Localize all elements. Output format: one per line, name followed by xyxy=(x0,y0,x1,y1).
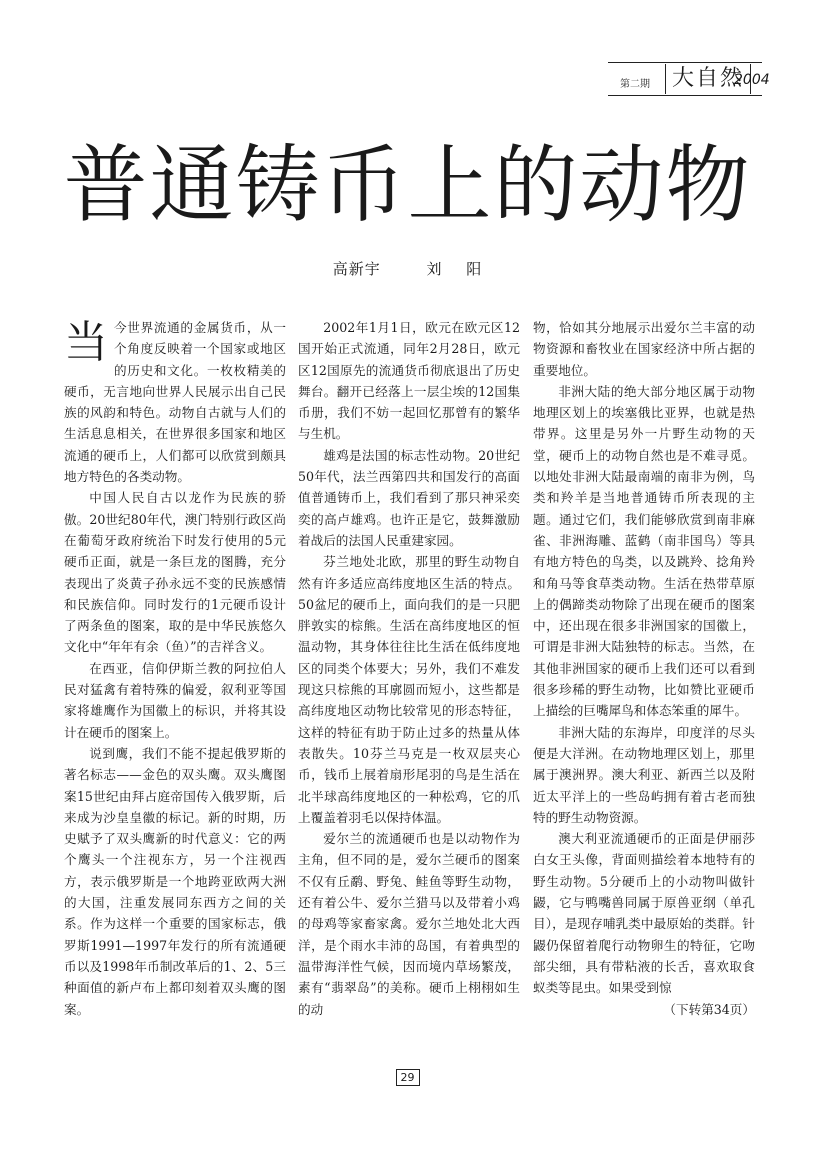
paragraph: 非洲大陆的东海岸，印度洋的尽头便是大洋洲。在动物地理区划上，那里属于澳洲界。澳大利亚、新西兰以及附近太平洋上的一些岛屿拥有着古老而独特的野生动物资源。 xyxy=(533,724,755,825)
paragraph xyxy=(64,317,286,487)
paragraph-text: 今世界流通的金属货币，从一个角度反映着一个国家或地区的历史和文化。一枚枚精美的硬币，无言地向世界人民展示出自己民族的风韵和特色。动物自古就与人们的生活息息相关，在世界很多国家和地区流通的硬币上，人们都可以欣赏到颇具地方特色的各类动物。 xyxy=(64,320,286,485)
paragraph: 说到鹰，我们不能不提起俄罗斯的著名标志——金色的双头鹰。双头鹰图案15世纪由拜占庭帝国传入俄罗斯，后来成为沙皇皇徽的标记。新的时期，历史赋予了双头鹰新的时代意义：它的两个鹰头一个注视东方，另一个注视西方，表示俄罗斯是一个地跨亚欧两大洲的大国，注重发展同东西方之间的关系。作为这样一个重要的国家标志，俄罗斯1991—1997年发行的所有流通硬币以及1998年币制改革后的1、2、5三种面值的新卢布上都印刻着双头鹰的图案。 xyxy=(64,745,286,1017)
text-column-1 xyxy=(64,317,286,1020)
paragraph: 雄鸡是法国的标志性动物。20世纪50年代，法兰西第四共和国发行的高面值普通铸币上，我们看到了那只神采奕奕的高卢雄鸡。也许正是它，鼓舞激励着战后的法国人民重建家园。 xyxy=(298,447,520,548)
paragraph: 非洲大陆的绝大部分地区属于动物地理区划上的埃塞俄比亚界，也就是热带界。这里是另外一片野生动物的天堂，硬币上的动物自然也是不难寻觅。以地处非洲大陆最南端的南非为例，鸟类和羚羊是当地普通铸币所表现的主题。通过它们，我们能够欣赏到南非麻雀、非洲海雕、蓝鹤（南非国鸟）等具有地方特色的鸟类，以及跳羚、捻角羚和角马等食草类动物。生活在热带草原上的偶蹄类动物除了出现在硬币的图案中，还出现在很多非洲国家的国徽上，可谓是非洲大陆独特的标志。当然，在其他非洲国家的硬币上我们还可以看到很多珍稀的野生动物，比如赞比亚硬币上描绘的巨嘴犀鸟和体态笨重的犀牛。 xyxy=(533,383,755,719)
text-column-3 xyxy=(533,317,755,1020)
continued-note: （下转第34页） xyxy=(663,1001,755,1017)
issue-label: 第二期 xyxy=(620,79,650,90)
author-name: 刘 阳 xyxy=(426,260,483,278)
paragraph: 芬兰地处北欧，那里的野生动物自然有许多适应高纬度地区生活的特点。50盆尼的硬币上，面向我们的是一只肥胖敦实的棕熊。生活在高纬度地区的恒温动物，其身体往往比生活在低纬度地区的同类个体要大；另外，我们不难发现这只棕熊的耳廓圆而短小，这些都是高纬度地区动物比较常见的形态特征，这样的特征有助于防止过多的热量从体表散失。10芬兰马克是一枚双层夹心币，钱币上展着扇形尾羽的鸟是生活在北半球高纬度地区的一种松鸡，它的爪上覆盖着羽毛以保持体温。 xyxy=(298,554,520,825)
page-number-box: 29 xyxy=(396,1069,420,1086)
paragraph: 中国人民自古以龙作为民族的骄傲。20世纪80年代，澳门特别行政区尚在葡萄牙政府统治下时发行使用的5元硬币正面，就是一条巨龙的图腾，充分表现出了炎黄子孙永远不变的民族感情和民族信仰。同时发行的1元硬币设计了两条鱼的图案，取的是中华民族悠久文化中“年年有余（鱼）”的吉祥含义。 xyxy=(64,490,286,655)
paragraph: 在西亚，信仰伊斯兰教的阿拉伯人民对猛禽有着特殊的偏爱，叙利亚等国家将雄鹰作为国徽上的标识，并将其设计在硬币的图案上。 xyxy=(64,660,286,740)
paragraph xyxy=(533,828,755,1017)
header-bottom-rule xyxy=(608,95,762,96)
paragraph: 爱尔兰的流通硬币也是以动物作为主角，但不同的是，爱尔兰硬币的图案不仅有丘鹬、野兔、鲑鱼等野生动物，还有着公牛、爱尔兰猎马以及带着小鸡的母鸡等家畜家禽。爱尔兰地处北大西洋，是个雨水丰沛的岛国，有着典型的温带海洋性气候，因而境内草场繁茂，素有“翡翠岛”的美称。硬币上栩栩如生的动 xyxy=(298,831,520,1017)
header-top-rule xyxy=(608,62,762,63)
author-name: 高新宇 xyxy=(332,260,381,278)
paragraph: 2002年1月1日，欧元在欧元区12国开始正式流通，同年2月28日，欧元区12国原先的流通货币彻底退出了历史舞台。翻开已经落上一层尘埃的12国集币册，我们不妨一起回忆那曾有的繁华与生机。 xyxy=(298,320,520,442)
paragraph-text: 澳大利亚流通硬币的正面是伊丽莎白女王头像，背面则描绘着本地特有的野生动物。5分硬币上的小动物叫做针鼹，它与鸭嘴兽同属于原兽亚纲（单孔目），是现存哺乳类中最原始的类群。针鼹仍保留着爬行动物卵生的特征，它吻部尖细，具有带粘液的长舌，喜欢取食蚁类等昆虫。如果受到惊 xyxy=(533,831,755,996)
magazine-name: 大自然 xyxy=(665,64,751,94)
paragraph: 物，恰如其分地展示出爱尔兰丰富的动物资源和畜牧业在国家经济中所占据的重要地位。 xyxy=(533,320,755,378)
page-number xyxy=(0,1066,815,1086)
magazine-header xyxy=(608,62,770,96)
issue-year: 2004 xyxy=(734,72,770,88)
text-column-2 xyxy=(298,317,520,1020)
article-title: 普通铸币上的动物 xyxy=(63,136,752,234)
drop-cap: 当 xyxy=(64,317,108,368)
article-authors xyxy=(0,258,815,279)
